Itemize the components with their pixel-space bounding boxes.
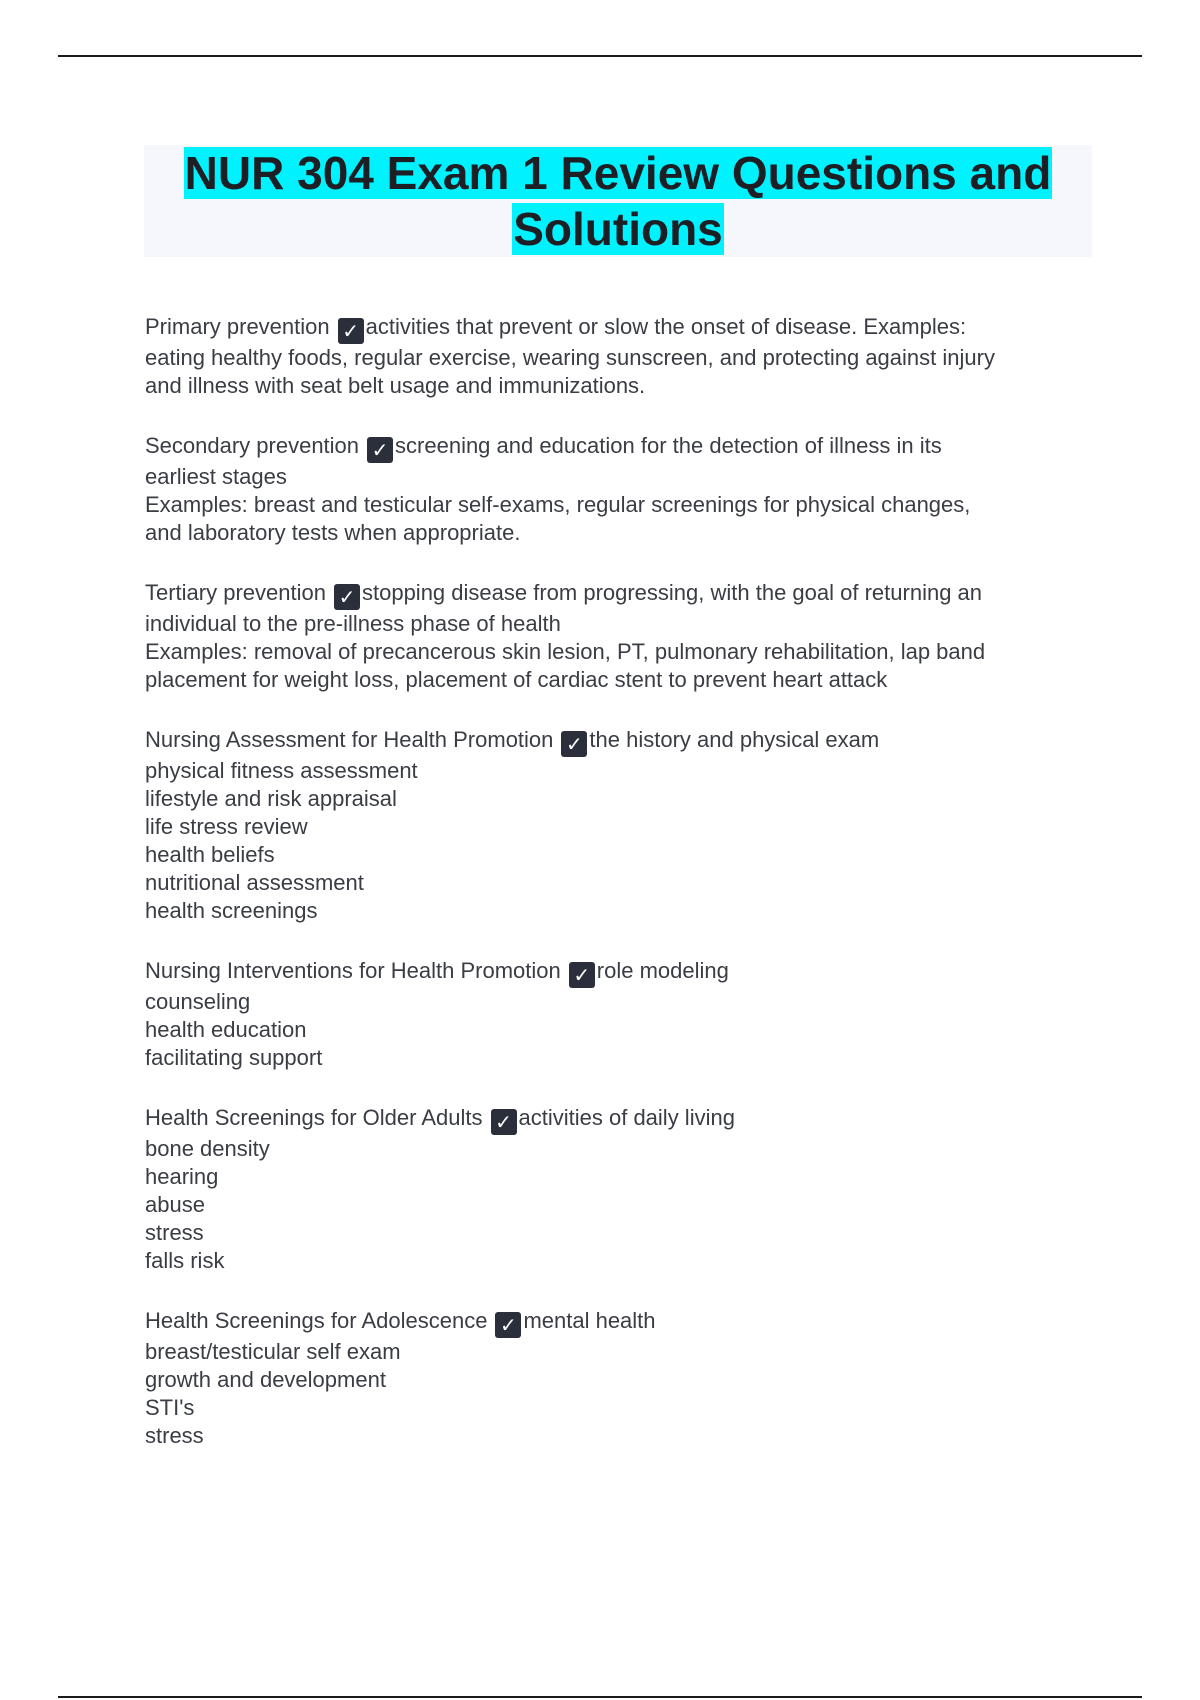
answer-line: growth and development: [145, 1367, 386, 1392]
title-line-1: NUR 304 Exam 1 Review Questions and: [184, 147, 1052, 199]
answer-line: earliest stages: [145, 464, 287, 489]
answer-text: activities that prevent or slow the onset of disease. Examples:: [365, 314, 967, 339]
term-text: Nursing Assessment for Health Promotion: [145, 727, 554, 752]
check-box-icon: ✓: [338, 318, 364, 344]
qa-list: [145, 313, 1095, 1482]
check-box-icon: ✓: [561, 731, 587, 757]
term-text: Primary prevention: [145, 314, 330, 339]
answer-line: life stress review: [145, 814, 308, 839]
qa-entry: [145, 432, 1095, 547]
answer-text: role modeling: [596, 958, 729, 983]
qa-first-line: [145, 432, 1095, 463]
title-box: [144, 145, 1092, 257]
title-line-2: Solutions: [513, 203, 723, 255]
check-box-icon: ✓: [569, 962, 595, 988]
qa-entry: [145, 957, 1095, 1072]
answer-line: Examples: breast and testicular self-exams, regular screenings for physical changes,: [145, 492, 971, 517]
qa-first-line: [145, 1104, 1095, 1135]
answer-line: abuse: [145, 1192, 205, 1217]
qa-first-line: [145, 957, 1095, 988]
qa-entry: [145, 313, 1095, 400]
answer-line: and laboratory tests when appropriate.: [145, 520, 521, 545]
bottom-rule: [58, 1696, 1142, 1698]
answer-line: nutritional assessment: [145, 870, 364, 895]
answer-line: STI's: [145, 1395, 195, 1420]
answer-line: health beliefs: [145, 842, 275, 867]
answer-text: screening and education for the detection of illness in its: [395, 433, 942, 458]
check-box-icon: ✓: [491, 1109, 517, 1135]
answer-line: physical fitness assessment: [145, 758, 418, 783]
answer-text: stopping disease from progressing, with the goal of returning an: [361, 580, 983, 605]
top-rule: [58, 55, 1142, 57]
qa-entry: [145, 579, 1095, 694]
document-title: [144, 145, 1092, 257]
answer-line: lifestyle and risk appraisal: [145, 786, 397, 811]
answer-line: placement for weight loss, placement of cardiac stent to prevent heart attack: [145, 667, 888, 692]
term-text: Tertiary prevention: [145, 580, 326, 605]
term-text: Health Screenings for Adolescence: [145, 1308, 488, 1333]
term-text: Secondary prevention: [145, 433, 360, 458]
qa-first-line: [145, 726, 1095, 757]
answer-line: and illness with seat belt usage and immunizations.: [145, 373, 646, 398]
term-text: Nursing Interventions for Health Promotion: [145, 958, 561, 983]
answer-line: health screenings: [145, 898, 318, 923]
check-box-icon: ✓: [367, 437, 393, 463]
qa-first-line: [145, 1307, 1095, 1338]
answer-line: counseling: [145, 989, 251, 1014]
answer-text: mental health: [523, 1308, 656, 1333]
answer-line: bone density: [145, 1136, 270, 1161]
answer-line: individual to the pre-illness phase of health: [145, 611, 561, 636]
answer-line: hearing: [145, 1164, 219, 1189]
answer-line: breast/testicular self exam: [145, 1339, 401, 1364]
qa-entry: [145, 1104, 1095, 1275]
check-box-icon: ✓: [334, 584, 360, 610]
answer-line: Examples: removal of precancerous skin lesion, PT, pulmonary rehabilitation, lap band: [145, 639, 986, 664]
answer-line: health education: [145, 1017, 307, 1042]
qa-entry: [145, 1307, 1095, 1450]
qa-first-line: [145, 579, 1095, 610]
answer-line: facilitating support: [145, 1045, 323, 1070]
answer-line: eating healthy foods, regular exercise, wearing sunscreen, and protecting against injury: [145, 345, 995, 370]
answer-line: stress: [145, 1423, 204, 1448]
check-box-icon: ✓: [495, 1312, 521, 1338]
answer-text: the history and physical exam: [589, 727, 880, 752]
qa-entry: [145, 726, 1095, 925]
qa-first-line: [145, 313, 1095, 344]
term-text: Health Screenings for Older Adults: [145, 1105, 483, 1130]
answer-line: stress: [145, 1220, 204, 1245]
answer-text: activities of daily living: [518, 1105, 735, 1130]
answer-line: falls risk: [145, 1248, 225, 1273]
